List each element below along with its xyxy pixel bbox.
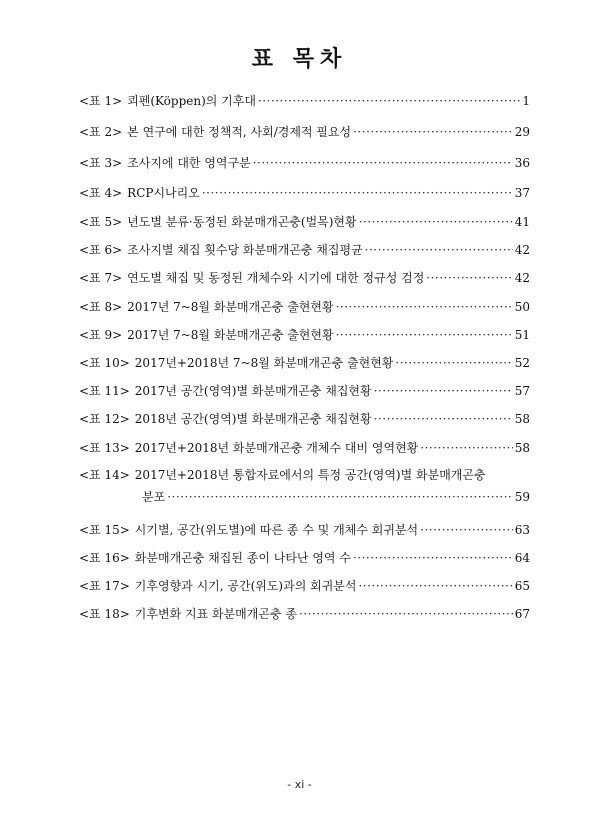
dot-leader — [420, 521, 513, 539]
toc-entry-page: 58 — [514, 441, 530, 455]
toc-entry-title: 조사지별 채집 횟수당 화분매개곤충 채집평균 — [127, 243, 363, 257]
toc-entry[interactable] — [79, 326, 530, 344]
toc-entry-page: 36 — [514, 156, 530, 170]
toc-entry-number: <표 16> — [79, 551, 130, 565]
toc-entry-number: <표 14> — [79, 468, 130, 482]
toc-entry-title: 2017년+2018년 통합자료에서의 특정 공간(영역)별 화분매개곤충 — [134, 468, 486, 482]
toc-entry-page: 1 — [522, 94, 530, 108]
toc-entry[interactable] — [79, 577, 530, 595]
toc-entry-title: 2017년 공간(영역)별 화분매개곤충 채집현황 — [134, 384, 372, 398]
dot-leader — [365, 241, 513, 259]
toc-entry[interactable] — [79, 439, 530, 457]
toc-entry-title: 쾨펜(Köppen)의 기후대 — [127, 94, 256, 108]
toc-entry-title: 2017년+2018년 7~8월 화분매개곤충 출현현황 — [134, 356, 394, 370]
toc-entry-number: <표 15> — [79, 523, 130, 537]
toc-entry[interactable] — [79, 410, 530, 428]
toc-entry[interactable] — [79, 549, 530, 567]
dot-leader — [258, 92, 520, 110]
dot-leader — [420, 439, 512, 457]
toc-entry[interactable] — [79, 213, 530, 231]
toc-entry-page: 63 — [514, 523, 530, 537]
dot-leader — [374, 382, 513, 400]
toc-entry-number: <표 18> — [79, 607, 130, 621]
toc-entry[interactable] — [79, 605, 530, 623]
toc-entry[interactable] — [79, 354, 530, 372]
toc-entry-page: 37 — [514, 186, 530, 200]
toc-entry[interactable] — [79, 154, 530, 172]
toc-entry-number: <표 9> — [79, 328, 123, 342]
toc-entry-page: 29 — [514, 125, 530, 139]
toc-entry-page: 67 — [514, 607, 530, 621]
toc-entry-number: <표 12> — [79, 412, 130, 426]
toc-entry-number: <표 5> — [79, 215, 123, 229]
toc-entry-page: 57 — [514, 384, 530, 398]
toc-entry-title: RCP시나리오 — [127, 186, 200, 200]
toc-entry-title-continued: 분포 — [142, 490, 166, 504]
dot-leader — [353, 549, 513, 567]
dot-leader — [202, 184, 513, 202]
page-title: 표 목차 — [251, 47, 348, 72]
toc-entry-page: 51 — [514, 328, 530, 342]
toc-entry-page: 42 — [514, 243, 530, 257]
toc-entry-title: 조사지에 대한 영역구분 — [127, 156, 251, 170]
toc-entry-number: <표 6> — [79, 243, 123, 257]
toc-entry-number: <표 8> — [79, 300, 123, 314]
toc-entry[interactable] — [79, 382, 530, 400]
dot-leader — [253, 154, 513, 172]
toc-entry-number: <표 3> — [79, 156, 123, 170]
toc-entry-number: <표 2> — [79, 125, 123, 139]
toc-entry-title: 2017년+2018년 화분매개곤충 개체수 대비 영역현황 — [134, 441, 419, 455]
toc-entry-number: <표 17> — [79, 579, 130, 593]
toc-entry[interactable] — [79, 92, 530, 110]
toc-entry-number: <표 1> — [79, 94, 123, 108]
toc-entry-title: 본 연구에 대한 정책적, 사회/경제적 필요성 — [127, 125, 352, 139]
toc-entry-page: 41 — [514, 215, 530, 229]
toc-entry-title: 기후영향과 시기, 공간(위도)과의 회귀분석 — [134, 579, 357, 593]
toc-entry[interactable] — [79, 184, 530, 202]
toc-entry-number: <표 13> — [79, 441, 130, 455]
toc-entry[interactable] — [79, 466, 530, 506]
dot-leader — [359, 213, 513, 231]
toc-entry-page: 64 — [514, 551, 530, 565]
dot-leader — [299, 605, 513, 623]
toc-entry[interactable] — [79, 123, 530, 141]
toc-entry-title: 2017년 7~8월 화분매개곤충 출현현황 — [127, 328, 334, 342]
toc-entry-title: 년도별 분류·동정된 화분매개곤충(벌목)현황 — [127, 215, 357, 229]
page-number: - xi - — [287, 778, 312, 791]
dot-leader — [353, 123, 513, 141]
dot-leader — [167, 488, 513, 506]
dot-leader — [374, 410, 513, 428]
toc-entry-page: 50 — [514, 300, 530, 314]
toc-entry-number: <표 11> — [79, 384, 130, 398]
dot-leader — [358, 577, 512, 595]
toc-entry[interactable] — [79, 298, 530, 316]
toc-entry-page: 58 — [514, 412, 530, 426]
toc-entry[interactable] — [79, 241, 530, 259]
toc-entry-number: <표 10> — [79, 356, 130, 370]
toc-entry-title: 시기별, 공간(위도별)에 따른 종 수 및 개체수 회귀분석 — [134, 523, 419, 537]
toc-entry-title: 기후변화 지표 화분매개곤충 종 — [134, 607, 297, 621]
dot-leader — [336, 326, 513, 344]
toc-entry-page: 52 — [514, 356, 530, 370]
toc-entry-title: 연도별 채집 및 동정된 개체수와 시기에 대한 정규성 검정 — [127, 271, 425, 285]
toc-entry-number: <표 4> — [79, 186, 123, 200]
toc-entry-page: 65 — [514, 579, 530, 593]
dot-leader — [395, 354, 512, 372]
dot-leader — [336, 298, 513, 316]
toc-entry[interactable] — [79, 521, 530, 539]
toc-entry-title: 화분매개곤충 채집된 종이 나타난 영역 수 — [134, 551, 351, 565]
toc-entry-page: 59 — [514, 490, 530, 504]
toc-entry-page: 42 — [514, 271, 530, 285]
toc-entry-title: 2018년 공간(영역)별 화분매개곤충 채집현황 — [134, 412, 372, 426]
toc-entry-number: <표 7> — [79, 271, 123, 285]
toc-entry[interactable] — [79, 269, 530, 287]
dot-leader — [426, 269, 512, 287]
toc-entry-title: 2017년 7~8월 화분매개곤충 출현현황 — [127, 300, 334, 314]
